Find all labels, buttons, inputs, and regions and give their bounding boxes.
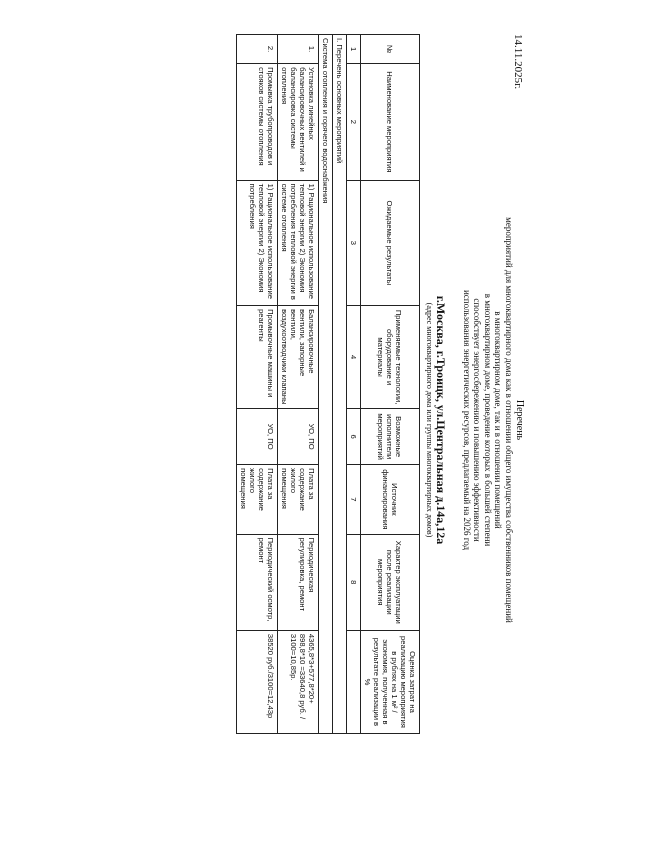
column-header: Возможные исполнители мероприятий (361, 409, 420, 465)
address-caption: (адрес многоквартирного дома или группы многоквартирных домов) (425, 302, 434, 538)
document-date: 14.11.2025г. (512, 34, 524, 90)
column-header: Ожидаемые результаты (361, 180, 420, 305)
column-header: Наименование мероприятия (361, 64, 420, 181)
column-header: № (361, 35, 420, 64)
financing-source: Плата за содержание жилого помещения (237, 465, 278, 534)
row-number: 1. (278, 35, 319, 64)
executors: УО, ПО (237, 409, 278, 465)
expected-results: 1) Рациональное использование тепловой энергии 2) Экономия потребления тепловой энергии в системе отопления (278, 180, 319, 305)
financing-source: Плата за содержание жилого помещения (278, 465, 319, 534)
rotated-document (0, 30, 530, 810)
title-line: мероприятий для многоквартирного дома как в отношении общего имущества собственников помещений (503, 217, 514, 623)
title-line: в многоквартирном доме, так и в отношении помещений (493, 311, 504, 529)
address-line: г.Москва, г.Троицк, ул.Центральная д.14а,12а (434, 295, 448, 545)
measure-name: Установка линейных балансировочных вентилей и балансировка системы отопления (278, 64, 319, 181)
row-number: 2. (237, 35, 278, 64)
column-number: 1 (347, 35, 361, 64)
technologies: Балансировочные вентили, запорные вентили, воздухоотводчики клапаны (278, 306, 319, 409)
title-line: использования энергетических ресурсов, предлагаемый на 2026 год (461, 289, 472, 551)
title-line: Перечень (514, 399, 525, 441)
column-header: Применяемые технологии, оборудование и материалы (361, 306, 420, 409)
title-line: способствует энергосбережению и повышению эффективности (472, 298, 483, 542)
column-header: Источник финансирования (361, 465, 420, 534)
technologies: Промывочные машины и реагенты (237, 306, 278, 409)
column-number: 8 (347, 534, 361, 630)
column-number: 7 (347, 465, 361, 534)
column-number (347, 630, 361, 733)
subsection-title: Система отопления и горячего водоснабжения (319, 35, 333, 734)
column-header: Характер эксплуатации после реализации мероприятия (361, 534, 420, 630)
document-title (462, 30, 524, 810)
column-number: 2 (347, 64, 361, 181)
column-number-row (347, 35, 361, 734)
section-row (333, 35, 347, 734)
column-number: 6 (347, 409, 361, 465)
table-header-row (361, 35, 420, 734)
subsection-row (319, 35, 333, 734)
cost-estimate: 4365,8*3+577,8*20+ 898,8*10 =33640,8 руб. / 3100=10,85р. (278, 630, 319, 733)
table-row (237, 35, 278, 734)
measure-name: Промывка трубопроводов и стояков системы отопления (237, 64, 278, 181)
table-row (278, 35, 319, 734)
executors: УО, ПО (278, 409, 319, 465)
operation-type: Периодический осмотр, ремонт (237, 534, 278, 630)
cost-estimate: 38520 руб./3100=12,43р (237, 630, 278, 733)
column-number: 3 (347, 180, 361, 305)
column-header: Оценка затрат на реализацию мероприятия в рублях на 1 м² / экономия, полученная в результате реализации в % (361, 630, 420, 733)
measures-table (236, 34, 420, 734)
section-title: I. Перечень основных мероприятий (333, 35, 347, 734)
title-line: в многоквартирном доме, проведение которых в большей степени (482, 293, 493, 547)
operation-type: Периодическая регулировка, ремонт (278, 534, 319, 630)
column-number: 4 (347, 306, 361, 409)
expected-results: 1) Рациональное использование тепловой энергии 2) Экономия потребления (237, 180, 278, 305)
